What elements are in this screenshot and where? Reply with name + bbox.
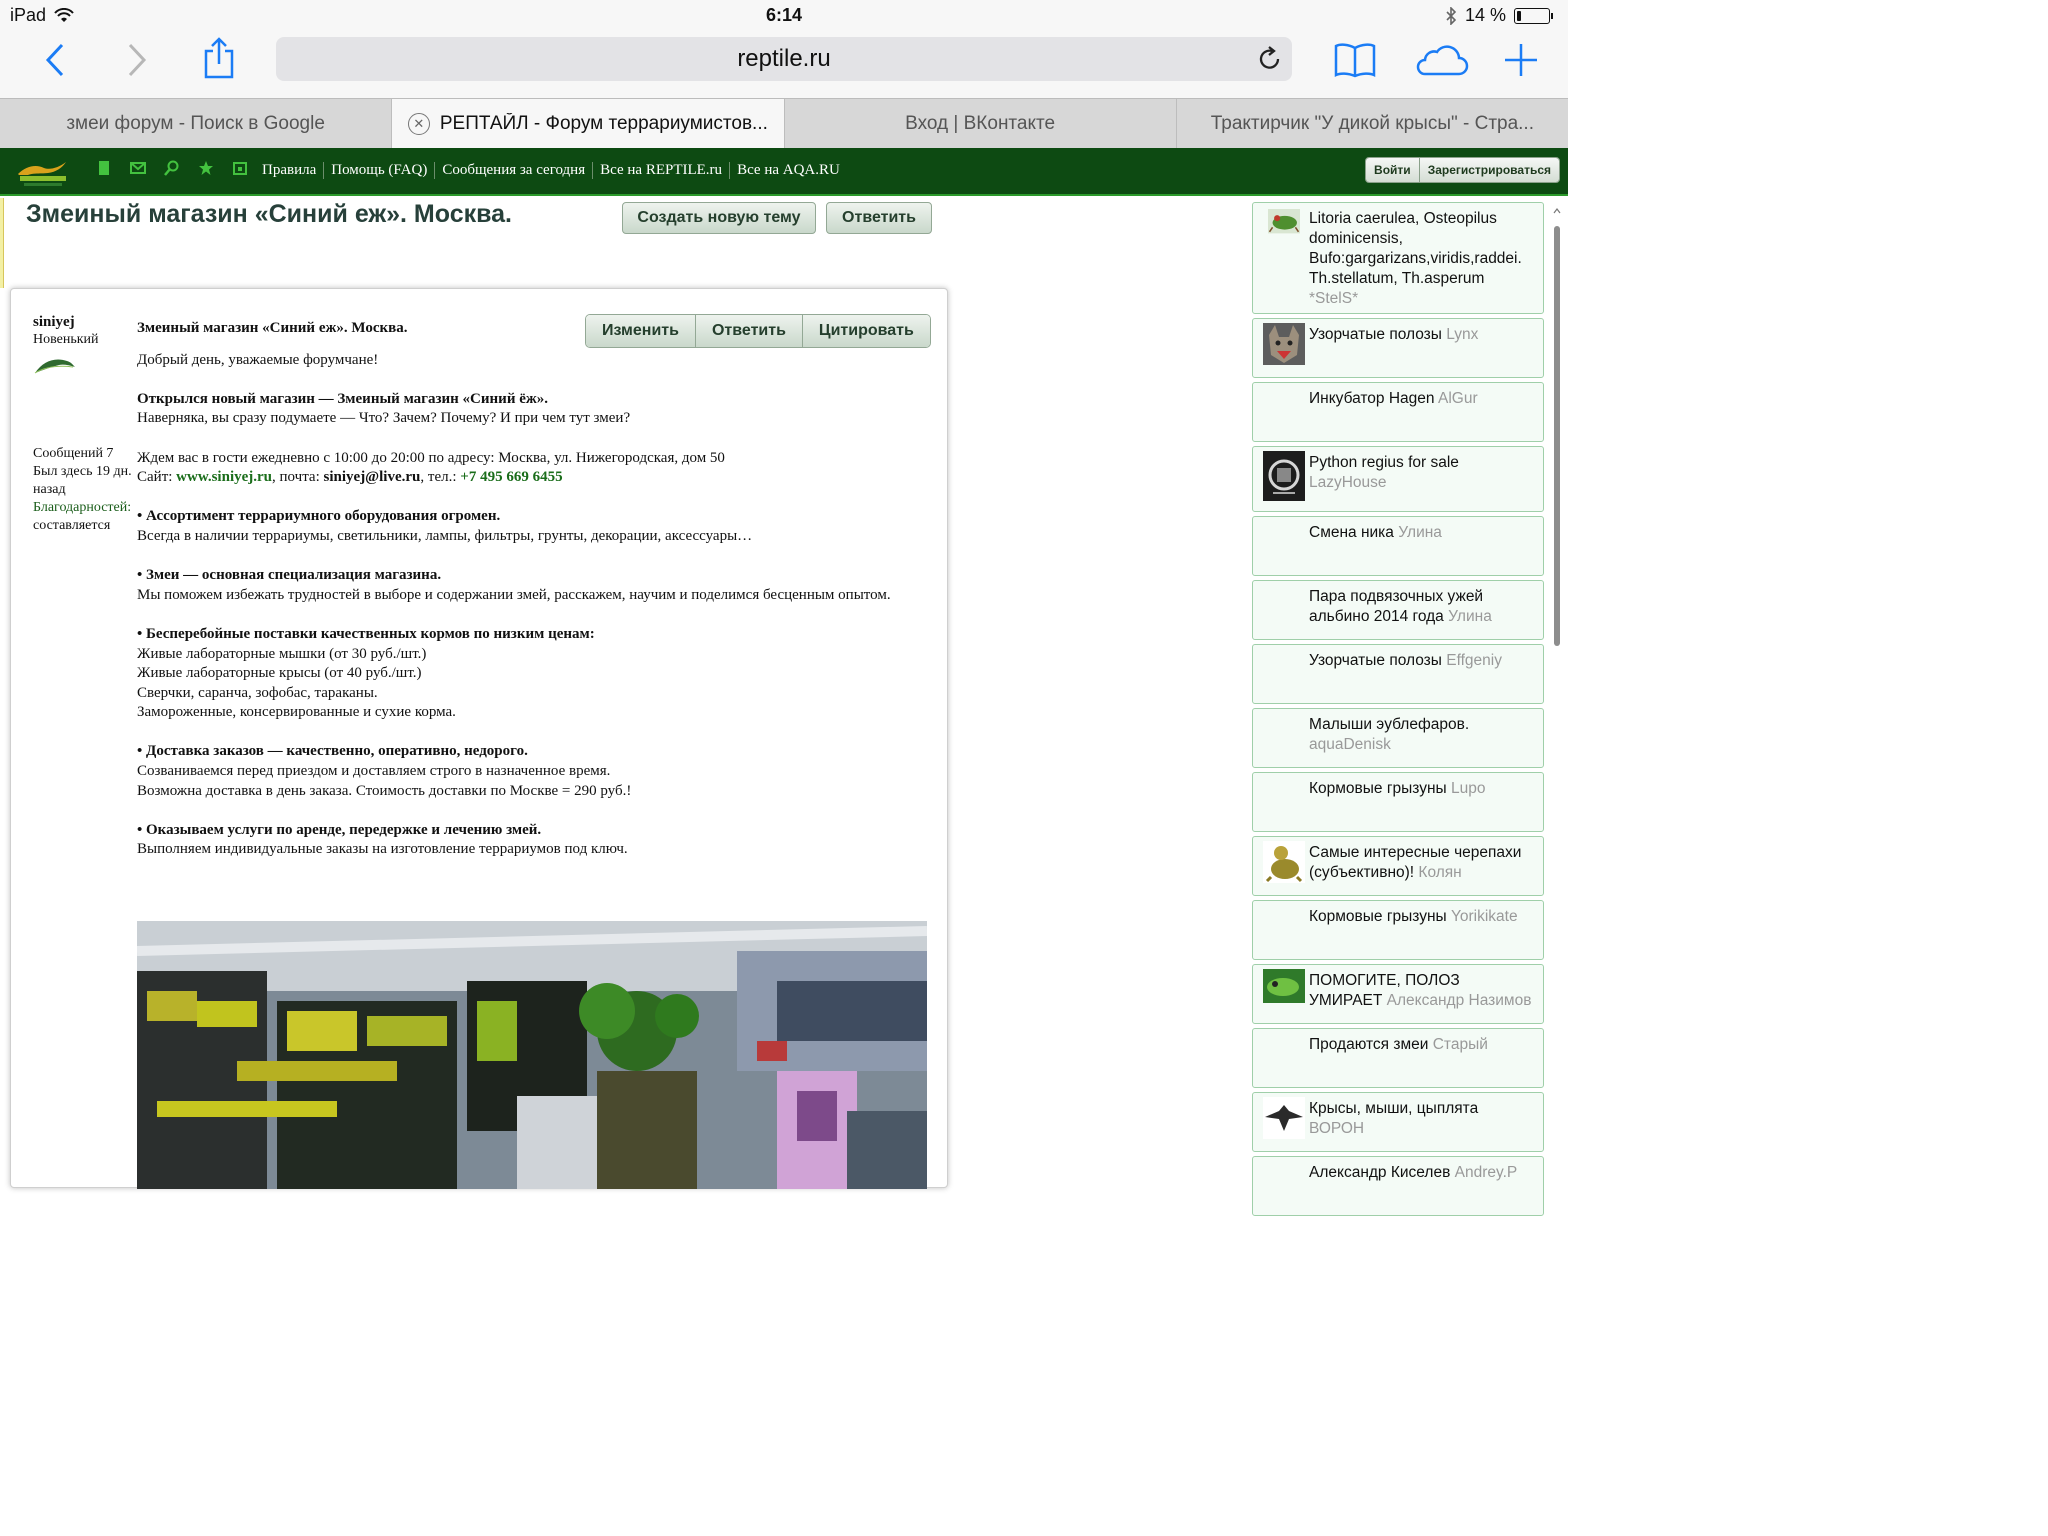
forum-links bbox=[262, 162, 847, 179]
sidebar-item-author[interactable]: Улина bbox=[1448, 608, 1492, 625]
sidebar-item-title: Кормовые грызуны bbox=[1309, 780, 1447, 797]
tab-reptile[interactable] bbox=[392, 99, 784, 149]
post-greeting: Добрый день, уважаемые форумчане! bbox=[137, 351, 379, 368]
sidebar-item-title: Узорчатые полозы bbox=[1309, 652, 1442, 669]
rank-lizard-icon bbox=[33, 353, 77, 375]
chevron-right-icon bbox=[127, 43, 147, 77]
sidebar-item[interactable] bbox=[1252, 644, 1544, 704]
nav-today[interactable]: Сообщения за сегодня bbox=[434, 162, 592, 179]
sidebar-item[interactable] bbox=[1252, 772, 1544, 832]
news-icon[interactable] bbox=[96, 160, 112, 176]
author-thanks-value: составляется bbox=[33, 518, 111, 533]
sidebar-item-title: Продаются змеи bbox=[1309, 1036, 1429, 1053]
sidebar-item[interactable] bbox=[1252, 580, 1544, 640]
sidebar-item[interactable] bbox=[1252, 516, 1544, 576]
auth-buttons bbox=[1365, 157, 1560, 183]
sidebar-item[interactable] bbox=[1252, 708, 1544, 768]
device-name: iPad bbox=[10, 5, 47, 25]
section-delivery: • Доставка заказов — качественно, оперативно, недорого. Созваниваемся перед приездом и доставляем строго в назначенное время. Возможна доставка в день заказа. Стоимость доставки по Москве = 290 руб.! bbox=[137, 743, 632, 799]
tab-label: РЕПТАЙЛ - Форум террариумистов... bbox=[439, 113, 768, 134]
post-author bbox=[33, 313, 137, 533]
section-feeds: • Бесперебойные поставки качественных кормов по низким ценам: Живые лабораторные мышки (от 30 руб./шт.) Живые лабораторные крысы (от 40 руб./шт.) Сверчки, саранча, зофобас, тараканы. Замороженные, консервированные и сухие корма. bbox=[137, 625, 595, 721]
reply-button[interactable]: Ответить bbox=[826, 202, 932, 234]
chevron-left-icon bbox=[45, 43, 65, 77]
url-text: reptile.ru bbox=[737, 45, 831, 72]
section-assortment: • Ассортимент террариумного оборудования огромен. Всегда в наличии террариумы, светильники, лампы, фильтры, грунты, декорации, аксессуары… bbox=[137, 508, 753, 544]
sidebar-item[interactable] bbox=[1252, 382, 1544, 442]
nav-aqa[interactable]: Все на AQA.RU bbox=[729, 162, 847, 179]
page-title: Змеиный магазин «Синий еж». Москва. bbox=[26, 200, 512, 228]
author-thanks-label[interactable]: Благодарностей: bbox=[33, 500, 132, 515]
tab-tavern[interactable] bbox=[1177, 99, 1568, 149]
nav-reptile[interactable]: Все на REPTILE.ru bbox=[592, 162, 729, 179]
forum-post bbox=[10, 288, 948, 1188]
sidebar-item-title: Смена ника bbox=[1309, 524, 1394, 541]
post-title: Змеиный магазин «Синий еж». Москва. bbox=[137, 320, 408, 336]
address-bar[interactable] bbox=[276, 37, 1292, 81]
tab-bar bbox=[0, 98, 1568, 148]
cloud-icon bbox=[1413, 43, 1469, 77]
sidebar-item-title: Python regius for sale bbox=[1309, 454, 1459, 471]
nav-rules[interactable]: Правила bbox=[262, 162, 317, 178]
post-contacts: Ждем вас в гости ежедневно с 10:00 до 20:00 по адресу: Москва, ул. Нижегородская, дом 50 Сайт: www.siniyej.ru, почта: siniyej@live.ru, тел.: +7 495 669 6455 bbox=[137, 449, 725, 486]
sidebar-item-author[interactable]: aquaDenisk bbox=[1309, 736, 1391, 753]
sidebar-item-author[interactable]: Улина bbox=[1398, 524, 1442, 541]
author-nick[interactable]: siniyej bbox=[33, 314, 75, 330]
sidebar-item-author[interactable]: ВОРОН bbox=[1309, 1120, 1365, 1137]
sidebar-item-title: Узорчатые полозы bbox=[1309, 326, 1442, 343]
sidebar-item-title: Александр Киселев bbox=[1309, 1164, 1451, 1181]
sidebar-item-author[interactable]: Колян bbox=[1418, 864, 1462, 881]
post-intro bbox=[137, 390, 937, 429]
sidebar-item-title: ПОМОГИТЕ, ПОЛОЗ УМИРАЕТ bbox=[1309, 972, 1460, 1009]
post-reply-button[interactable]: Ответить bbox=[695, 315, 802, 347]
author-rank: Новенький bbox=[33, 332, 99, 347]
battery-icon bbox=[1514, 8, 1550, 24]
close-tab-icon[interactable]: ✕ bbox=[408, 113, 430, 135]
back-button[interactable] bbox=[38, 42, 72, 78]
status-right bbox=[1445, 5, 1550, 26]
section-snakes: • Змеи — основная специализация магазина. Мы поможем избежать трудностей в выборе и содержании змей, расскажем, научим и поделимся бесценным опытом. bbox=[137, 567, 891, 603]
author-messages: Сообщений 7 bbox=[33, 446, 114, 461]
reload-icon bbox=[1258, 45, 1282, 71]
questions-line: Наверняка, вы сразу подумаете — Что? Зачем? Почему? И при чем тут змеи? bbox=[137, 410, 631, 427]
nav-faq[interactable]: Помощь (FAQ) bbox=[323, 162, 434, 179]
section-services: • Оказываем услуги по аренде, передержке и лечению змей. Выполняем индивидуальные заказы на изготовление террариумов под ключ. bbox=[137, 821, 628, 858]
sidebar-item-author[interactable]: LazyHouse bbox=[1309, 474, 1387, 491]
book-icon bbox=[1334, 42, 1376, 78]
calendar-icon[interactable] bbox=[232, 160, 248, 176]
clock: 6:14 bbox=[765, 5, 803, 25]
new-tab-button[interactable] bbox=[1502, 40, 1540, 80]
mail-icon[interactable] bbox=[130, 160, 146, 176]
sidebar-item-author[interactable]: Effgeniy bbox=[1446, 652, 1502, 669]
scroll-up-icon bbox=[1553, 206, 1561, 216]
forum-nav bbox=[0, 148, 1568, 196]
icloud-tabs-button[interactable] bbox=[1412, 42, 1470, 78]
browser-toolbar bbox=[0, 32, 1568, 98]
sidebar-item[interactable] bbox=[1252, 202, 1544, 314]
sidebar-item-author[interactable]: *StelS* bbox=[1309, 290, 1359, 307]
star-icon[interactable] bbox=[198, 160, 214, 176]
lynx-thumb-icon bbox=[1263, 323, 1305, 365]
sidebar-item-author[interactable]: Andrey.P bbox=[1454, 1164, 1518, 1181]
lizard-thumb-icon bbox=[1263, 969, 1305, 1003]
hours-line: Ждем вас в гости ежедневно с 10:00 до 20:00 по адресу: Москва, ул. Нижегородская, дом 50 bbox=[137, 449, 725, 466]
sidebar-item-title: Малыши эублефаров. bbox=[1309, 716, 1470, 733]
reload-button[interactable] bbox=[1258, 45, 1282, 78]
author-last-seen: Был здесь 19 дн. назад bbox=[33, 464, 132, 497]
sidebar-item[interactable] bbox=[1252, 446, 1544, 512]
sidebar-item-title: Крысы, мыши, цыплята bbox=[1309, 1100, 1479, 1117]
status-bar bbox=[0, 0, 1568, 32]
sidebar-item-author[interactable]: Старый bbox=[1432, 1036, 1488, 1053]
bird-thumb-icon bbox=[1263, 1097, 1305, 1139]
bookmarks-button[interactable] bbox=[1332, 40, 1378, 80]
sidebar-item[interactable] bbox=[1252, 1092, 1544, 1152]
recent-topics-sidebar bbox=[1252, 202, 1544, 1220]
scrollbar-thumb[interactable] bbox=[1554, 226, 1560, 646]
sidebar-item[interactable] bbox=[1252, 1156, 1544, 1216]
emblem-thumb-icon bbox=[1263, 451, 1305, 501]
sidebar-item[interactable] bbox=[1252, 1028, 1544, 1088]
sidebar-item-title: Пара подвязочных ужей альбино 2014 года bbox=[1309, 588, 1484, 625]
sidebar-item-title: Инкубатор Hagen bbox=[1309, 390, 1435, 407]
sidebar-item[interactable] bbox=[1252, 318, 1544, 378]
tab-google[interactable] bbox=[0, 99, 392, 149]
sidebar-item[interactable] bbox=[1252, 836, 1544, 896]
quote-button[interactable]: Цитировать bbox=[802, 315, 930, 347]
share-button[interactable] bbox=[200, 36, 238, 80]
edit-button[interactable]: Изменить bbox=[586, 315, 695, 347]
sidebar-item-title: Litoria caerulea, Osteopilus dominicensis, Bufo:gargarizans,viridis,raddei. Th.stellatum, Th.asperum bbox=[1309, 210, 1522, 287]
sidebar-item-title: Кормовые грызуны bbox=[1309, 908, 1447, 925]
sidebar-item-title: Самые интересные черепахи (субъективно)! bbox=[1309, 844, 1522, 881]
forward-button[interactable] bbox=[120, 42, 154, 78]
phone-link[interactable]: +7 495 669 6455 bbox=[460, 469, 563, 486]
tab-label: змеи форум - Поиск в Google bbox=[66, 113, 325, 134]
sidebar-item-author[interactable]: Lynx bbox=[1446, 326, 1479, 343]
plus-icon bbox=[1503, 42, 1539, 78]
login-button[interactable]: Войти bbox=[1366, 158, 1419, 182]
sidebar-item[interactable] bbox=[1252, 900, 1544, 960]
store-photo[interactable] bbox=[137, 921, 927, 1189]
forum-icons bbox=[96, 160, 248, 176]
turtle-thumb-icon bbox=[1263, 841, 1305, 883]
site-link[interactable]: www.siniyej.ru bbox=[176, 469, 273, 486]
share-icon bbox=[202, 37, 236, 79]
tab-vk[interactable] bbox=[785, 99, 1177, 149]
sidebar-item-author[interactable]: AlGur bbox=[1437, 390, 1478, 407]
sidebar-item-author[interactable]: Lupo bbox=[1450, 780, 1486, 797]
sidebar-scrollbar[interactable] bbox=[1553, 206, 1561, 1176]
tab-label: Вход | ВКонтакте bbox=[905, 113, 1056, 134]
author-stats bbox=[33, 445, 143, 535]
bluetooth-icon bbox=[1445, 7, 1457, 25]
sidebar-item-author[interactable]: Александр Назимов bbox=[1386, 992, 1532, 1009]
battery-percent: 14 % bbox=[1464, 5, 1506, 25]
frog-thumb-icon bbox=[1263, 209, 1305, 241]
tab-label: Трактирчик "У дикой крысы" - Стра... bbox=[1210, 113, 1534, 134]
post-body bbox=[137, 319, 937, 880]
reptile-logo[interactable] bbox=[14, 156, 72, 188]
sidebar-item[interactable] bbox=[1252, 964, 1544, 1024]
register-button[interactable]: Зарегистрироваться bbox=[1419, 158, 1559, 182]
left-notice-strip bbox=[0, 198, 4, 288]
sidebar-item-author[interactable]: Yorikikate bbox=[1450, 908, 1518, 925]
new-topic-button[interactable]: Создать новую тему bbox=[622, 202, 816, 234]
mail-address[interactable]: siniyej@live.ru bbox=[323, 469, 421, 486]
search-icon[interactable] bbox=[164, 160, 180, 176]
opened-line: Открылся новый магазин — Змеиный магазин «Синий ёж». bbox=[137, 390, 548, 407]
